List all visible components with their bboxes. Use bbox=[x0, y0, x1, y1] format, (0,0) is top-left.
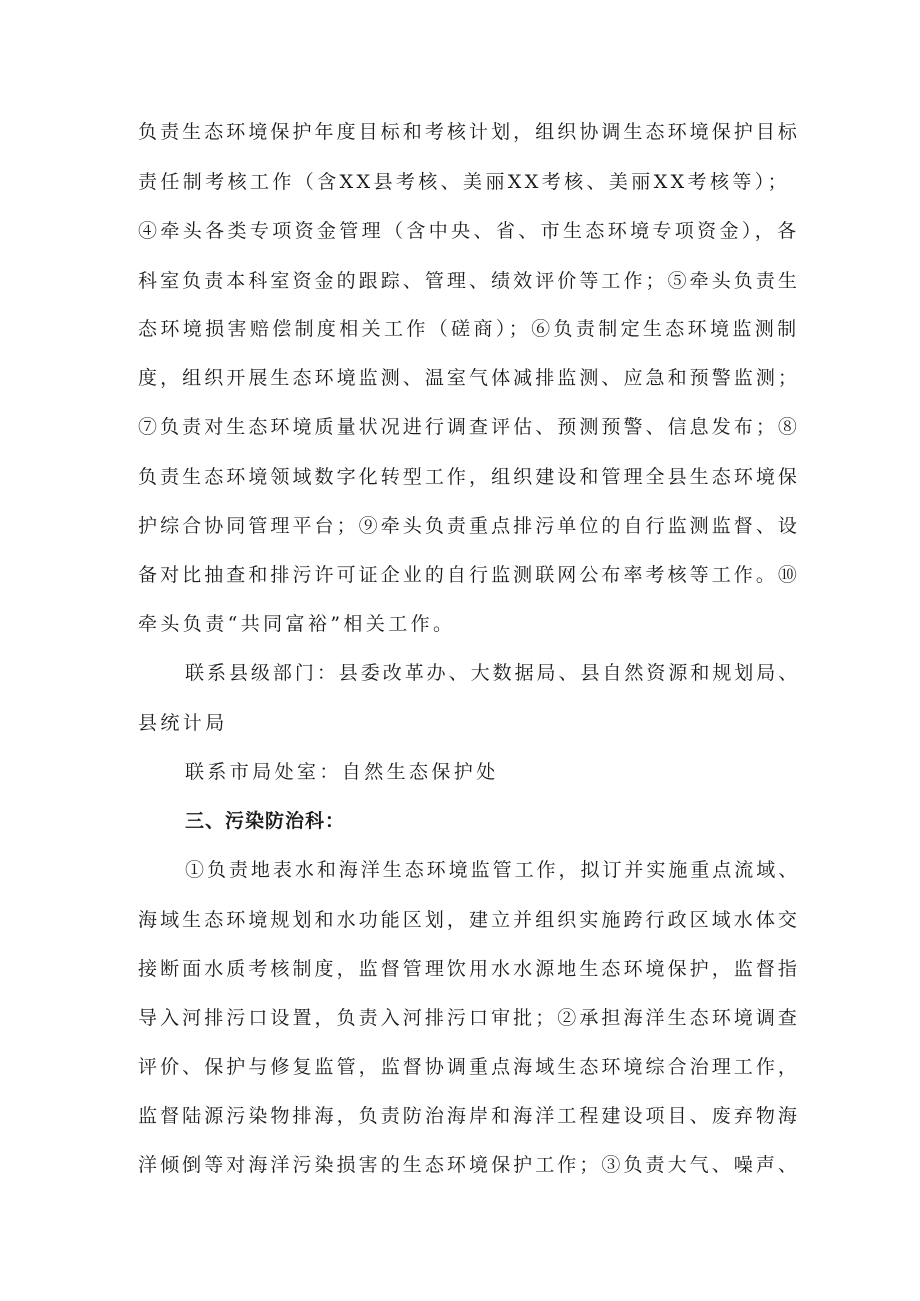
section-heading: 三、污染防治科： bbox=[185, 810, 346, 832]
section-body-line: 监督陆源污染物排海，负责防治海岸和海洋工程建设项目、废弃物海 bbox=[138, 1105, 801, 1127]
body-line: 度，组织开展生态环境监测、温室气体减排监测、应急和预警监测； bbox=[138, 367, 801, 389]
body-line: ④牵头各类专项资金管理（含中央、省、市生态环境专项资金），各 bbox=[138, 220, 800, 242]
body-line: 责任制考核工作（含XX县考核、美丽XX考核、美丽XX考核等）； bbox=[138, 171, 791, 193]
section-body-line: 洋倾倒等对海洋污染损害的生态环境保护工作；③负责大气、噪声、 bbox=[138, 1154, 801, 1176]
section-body-line: 接断面水质考核制度，监督管理饮用水水源地生态环境保护，监督指 bbox=[138, 958, 801, 980]
body-line: 牵头负责“共同富裕”相关工作。 bbox=[138, 613, 456, 635]
section-body-line: 海域生态环境规划和水功能区划，建立并组织实施跨行政区域水体交 bbox=[138, 909, 801, 931]
body-line: ⑦负责对生态环境质量状况进行调查评估、预测预警、信息发布；⑧ bbox=[138, 416, 801, 438]
contact-city-office: 联系市局处室：自然生态保护处 bbox=[185, 761, 499, 783]
contact-county-departments-cont: 县统计局 bbox=[138, 712, 228, 734]
contact-county-departments: 联系县级部门：县委改革办、大数据局、县自然资源和规划局、 bbox=[185, 662, 801, 684]
body-line: 备对比抽查和排污许可证企业的自行监测联网公布率考核等工作。⑩ bbox=[138, 564, 801, 586]
body-line: 护综合协同管理平台；⑨牵头负责重点排污单位的自行监测监督、设 bbox=[138, 515, 801, 537]
section-body-line: 评价、保护与修复监管，监督协调重点海域生态环境综合治理工作， bbox=[138, 1056, 801, 1078]
section-body-line: 导入河排污口设置，负责入河排污口审批；②承担海洋生态环境调查 bbox=[138, 1007, 801, 1029]
body-line: 态环境损害赔偿制度相关工作（磋商）；⑥负责制定生态环境监测制 bbox=[138, 318, 800, 340]
body-line: 负责生态环境保护年度目标和考核计划，组织协调生态环境保护目标 bbox=[138, 121, 801, 143]
body-line: 负责生态环境领域数字化转型工作，组织建设和管理全县生态环境保 bbox=[138, 466, 801, 488]
body-line: 科室负责本科室资金的跟踪、管理、绩效评价等工作；⑤牵头负责生 bbox=[138, 270, 801, 292]
section-body-line: ①负责地表水和海洋生态环境监管工作，拟订并实施重点流域、 bbox=[185, 859, 801, 881]
